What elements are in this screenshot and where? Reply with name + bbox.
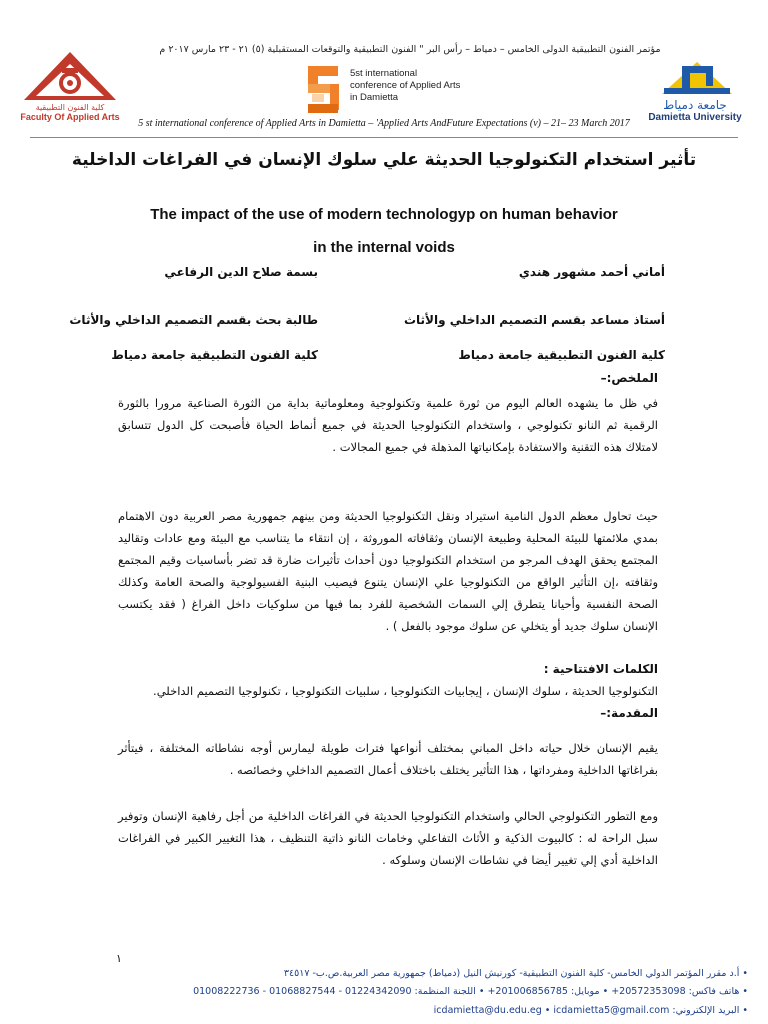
author-position: أستاذ مساعد بقسم التصميم الداخلي والأثاث: [403, 313, 665, 327]
conference-number-five-icon: [304, 62, 344, 118]
paper-title-arabic: تأثير استخدام التكنولوجيا الحديثة علي سلوك الإنسان في الفراغات الداخلية: [71, 150, 697, 170]
page-number: ١: [116, 952, 122, 965]
abstract-paragraph: في ظل ما يشهده العالم اليوم من ثورة علمية وتكنولوجية ومعلوماتية بداية من الثورة الصناعية مرورا بالثورة الرقمية ثم النانو تكنولوجي ، واستخدام التكنولوجيا الحديثة في جميع أنماط الحياة فأصبحت كل الدول تتسابق لامتلاك هذه التقنية والاستفادة بإمكانياتها المذهلة في جميع المجالات .: [118, 396, 658, 454]
bullet-icon: •: [742, 986, 748, 997]
footer-phones: [193, 986, 748, 997]
footer-email: [196, 1005, 748, 1016]
university-emblem-icon: [652, 58, 742, 98]
introduction-paragraph: يقيم الإنسان خلال حياته داخل المباني بمختلف أنواعها فترات طويلة ليمارس أوجه نشاطاته المختلفة ، فيتأثر بفراغاتها الداخلية ومفرداتها ، هذا التأثير يختلف باختلاف أعمال التصميم الداخلي وخصائصه .: [118, 741, 658, 777]
author-affiliation: كلية الفنون التطبيقية جامعة دمياط: [458, 348, 665, 362]
conference-header-english: 5 st international conference of Applied Arts in Damietta – 'Applied Arts AndFuture Expectations (v) – 21– 23 March 2017: [138, 118, 630, 129]
introduction-heading: المقدمة:–: [600, 706, 658, 720]
paper-title-english: [40, 198, 728, 264]
conference-logo-line: 5st international: [350, 68, 418, 79]
footer-address: [196, 968, 748, 979]
bullet-icon: •: [742, 1005, 748, 1016]
conference-logo: [300, 62, 480, 122]
university-logo-arabic: جامعة دمياط: [663, 98, 727, 112]
university-logo: [640, 58, 750, 126]
conference-header-arabic: مؤتمر الفنون التطبيقية الدولى الخامس – دمياط – رأس البر " الفنون التطبيقية والتوقعات المستقبلية (٥) ٢١ - ٢٣ مارس ٢٠١٧ م: [159, 44, 661, 55]
faculty-emblem-icon: [20, 50, 120, 102]
author-position: طالبة بحث بقسم التصميم الداخلي والأثاث: [69, 313, 318, 327]
introduction-paragraph: ومع التطور التكنولوجي الحالي واستخدام التكنولوجيا الحديثة في الفراغات الداخلية من أجل رفاهية الإنسان وتوفير سبل الراحة له : كالبيوت الذكية و الأثاث التفاعلي وخامات النانو ذاتية التنظيف ، هذا التغيير الكبير في الفراغات الداخلية أدي إلي تغيير أيضا في نشاطات الإنسان وسلوكه .: [118, 809, 658, 867]
faculty-logo-arabic: كلية الفنون التطبيقية: [35, 103, 105, 112]
conference-logo-text: [350, 68, 460, 104]
footer-email-text: البريد الإلكتروني: icdamietta@du.edu.eg • icdamietta5@gmail.com: [433, 1005, 740, 1016]
university-logo-english: Damietta University: [648, 112, 742, 123]
footer-phones-text: هاتف فاكس: 20572353098+ • موبايل: 201006856785+ • اللجنة المنظمة: 01224342090 - 01068827544 - 01008222736: [193, 986, 740, 997]
paper-title-english-line: The impact of the use of modern technologyp on human behavior: [150, 206, 618, 223]
faculty-logo: [20, 50, 120, 122]
faculty-logo-english: Faculty Of Applied Arts: [20, 112, 120, 122]
abstract-heading: الملخص:–: [600, 371, 658, 385]
conference-logo-line: conference of Applied Arts: [350, 80, 461, 91]
conference-logo-line: in Damietta: [350, 92, 399, 103]
paper-title-english-line: in the internal voids: [313, 239, 455, 256]
author-affiliation: كلية الفنون التطبيقية جامعة دمياط: [111, 348, 318, 362]
author-name: أماني أحمد مشهور هندي: [518, 265, 665, 279]
author-name: بسمة صلاح الدين الرفاعي: [164, 265, 318, 279]
footer-address-text: أ.د مقرر المؤتمر الدولي الخامس- كلية الفنون التطبيقية- كورنيش النيل (دمياط) جمهورية مصر العربية.ص.ب- ٣٤٥١٧: [283, 968, 740, 979]
header-divider: [30, 137, 738, 138]
keywords-heading: الكلمات الافتتاحية :: [543, 662, 658, 676]
bullet-icon: •: [742, 968, 748, 979]
keywords-list: التكنولوجيا الحديثة ، سلوك الإنسان ، إيجابيات التكنولوجيا ، سلبيات التكنولوجيا ، تكنولوجيا التصميم الداخلي.: [153, 684, 658, 698]
abstract-paragraph: حيث تحاول معظم الدول النامية استيراد ونقل التكنولوجيا الحديثة ومن بينهم جمهورية مصر العربية دون الاهتمام بمدي ملائمتها للبيئة المحلية وطبيعة الإنسان وثقافاته الموروثة ، إن انتقاء ما يتناسب مع البيئة ومع عادات وتقاليد المجتمع يحقق الهدف المرجو من استخدام التكنولوجيا دون أحداث تأثيرات ضارة قد تضر بأساسيات وقيم المجتمع وثقافته ،إن التأثير الواقع من التكنولوجيا علي الإنسان يتنوع فيصيب البنية الفسيولوجية والصحة العامة وكذلك الصحة النفسية وأحيانا يتطرق إلي السمات الشخصية للفرد بما فيها من سلوكيات داخل الفراغ ( فقد يكتسب الإنسان سلوك جديد أو يتخلي عن سلوك موجود بالفعل ) .: [118, 509, 658, 633]
